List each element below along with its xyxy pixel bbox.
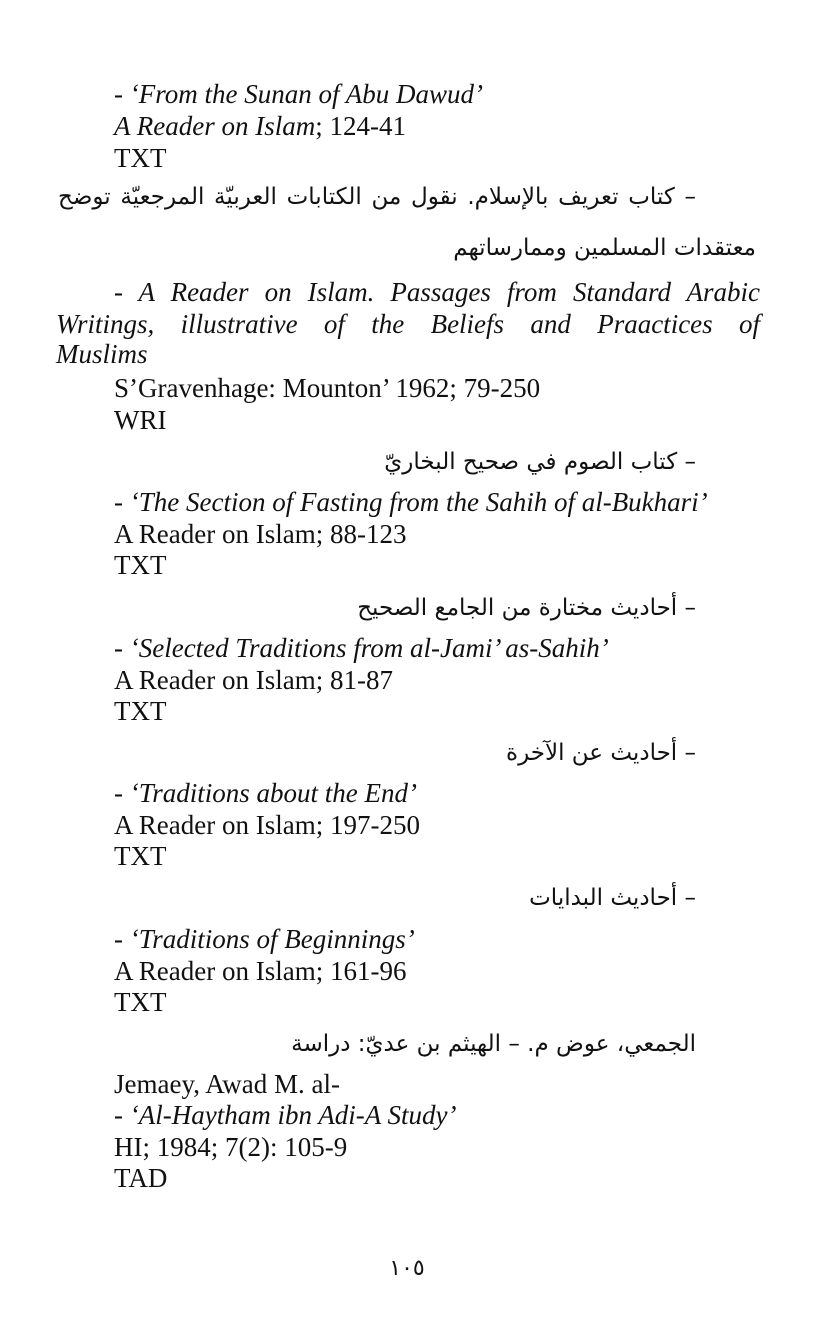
entry-title-cont: Muslims — [56, 339, 148, 369]
entry-title: - ‘Traditions of Beginnings’ — [114, 924, 415, 954]
entry-title-cont: Writings, illustrative of the Beliefs and Praactices of — [56, 309, 760, 339]
arabic-title: – أحاديث عن الآخرة — [506, 740, 696, 766]
entry-source: A Reader on Islam; 88-123 — [114, 519, 407, 549]
entry-author: Jemaey, Awad M. al- — [114, 1069, 340, 1099]
arabic-title-cont: معتقدات المسلمين وممارساتهم — [453, 235, 756, 261]
entry-title: - ‘Selected Traditions from al-Jami’ as-Sahih’ — [114, 633, 609, 663]
entry-source: A Reader on Islam; 197-250 — [114, 810, 420, 840]
arabic-title: – أحاديث البدايات — [529, 885, 696, 911]
entry-code: TXT — [114, 987, 167, 1017]
entry-source — [114, 110, 406, 142]
entry-code: TXT — [114, 841, 167, 871]
arabic-title: – كتاب الصوم في صحيح البخاريّ — [384, 449, 696, 475]
entry-code: TAD — [114, 1163, 168, 1193]
arabic-author-title: الجمعي، عوض م. – الهيثم بن عديّ: دراسة — [291, 1031, 696, 1057]
entry-code: WRI — [114, 405, 167, 435]
entry-source: A Reader on Islam; 161-96 — [114, 956, 407, 986]
source-pages: ; 124-41 — [315, 111, 406, 141]
entry-title: - A Reader on Islam. Passages from Standard Arabic — [114, 277, 760, 307]
entry-code: TXT — [114, 696, 167, 726]
entry-publisher: S’Gravenhage: Mounton’ 1962; 79-250 — [114, 373, 541, 403]
entry-code: TXT — [114, 143, 167, 173]
source-title: A Reader on Islam — [114, 111, 316, 141]
entry-source: HI; 1984; 7(2): 105-9 — [114, 1132, 348, 1162]
entry-title: - ‘The Section of Fasting from the Sahih of al-Bukhari’ — [114, 487, 708, 517]
entry-title: - ‘Al-Haytham ibn Adi-A Study’ — [114, 1100, 457, 1130]
entry-code: TXT — [114, 550, 167, 580]
entry-source: A Reader on Islam; 81-87 — [114, 665, 393, 695]
page-number: ١٠٥ — [389, 1256, 425, 1281]
entry-title: - ‘From the Sunan of Abu Dawud’ — [114, 79, 483, 109]
arabic-title: – أحاديث مختارة من الجامع الصحيح — [357, 595, 696, 621]
arabic-title: – كتاب تعريف بالإسلام. نقول من الكتابات العربيّة المرجعيّة توضح — [58, 184, 696, 210]
entry-title: - ‘Traditions about the End’ — [114, 778, 417, 808]
